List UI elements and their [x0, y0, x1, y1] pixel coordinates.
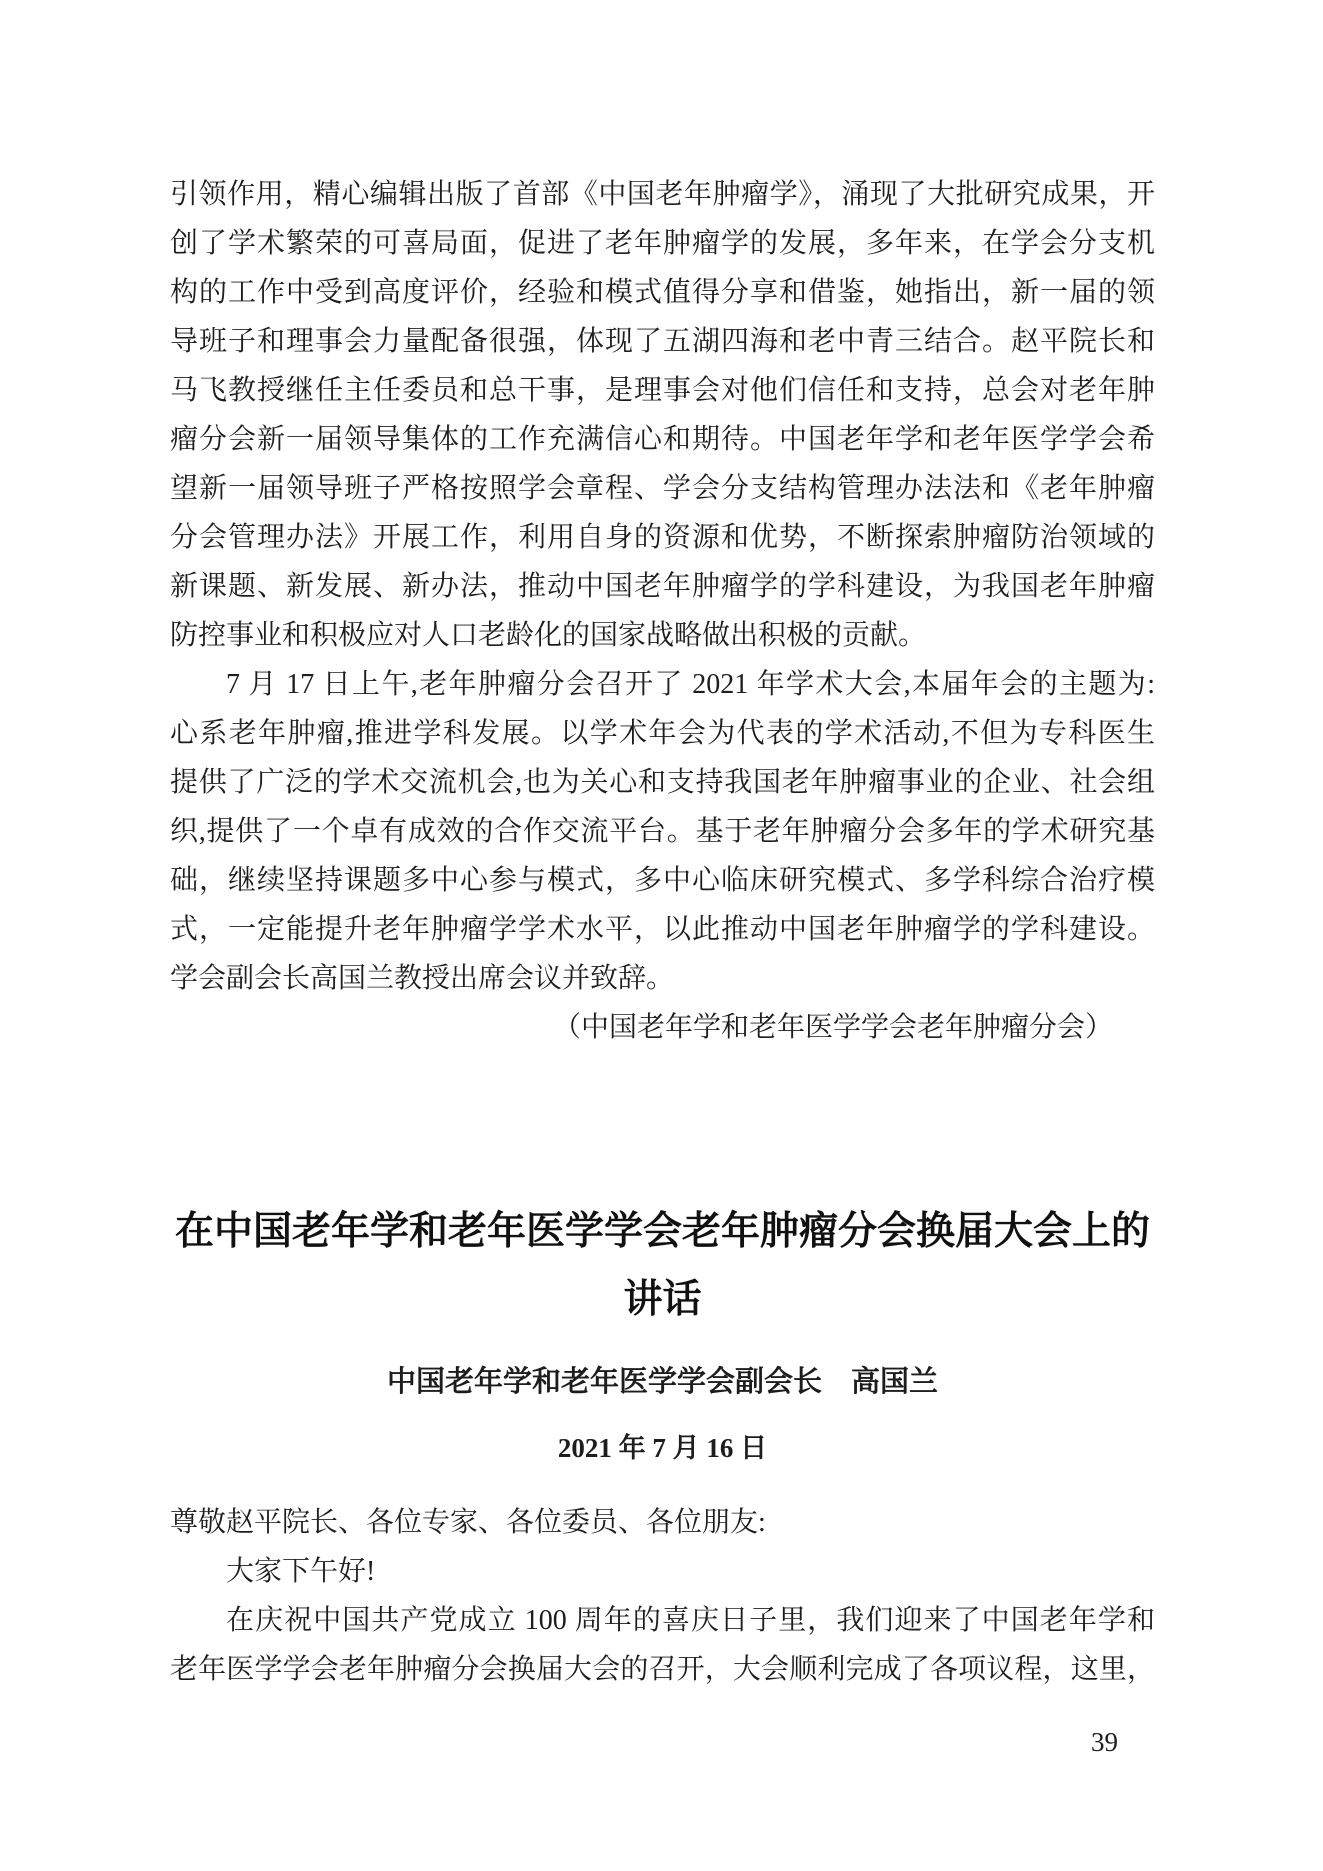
paragraph-line: 式，一定能提升老年肿瘤学学术水平，以此推动中国老年肿瘤学的学科建设。 — [170, 914, 1155, 945]
paragraph-line: 防控事业和积极应对人口老龄化的国家战略做出积极的贡献。 — [170, 620, 927, 651]
speech-section — [170, 1198, 1155, 1694]
paragraph-line: 在庆祝中国共产党成立 100 周年的喜庆日子里，我们迎来了中国老年学和 — [226, 1605, 1155, 1636]
paragraph-line: 7 月 17 日上午,老年肿瘤分会召开了 2021 年学术大会,本届年会的主题为: — [226, 669, 1155, 700]
paragraph-line: 马飞教授继任主任委员和总干事，是理事会对他们信任和支持，总会对老年肿 — [170, 375, 1155, 406]
speech-title-line2: 讲话 — [623, 1278, 702, 1321]
salutation-line: 尊敬赵平院长、各位专家、各位委员、各位朋友: — [170, 1507, 766, 1538]
continuation-paragraph — [170, 170, 1155, 660]
paragraph-line: 构的工作中受到高度评价，经验和模式值得分享和借鉴，她指出，新一届的领 — [170, 277, 1155, 308]
paragraph-line: 织,提供了一个卓有成效的合作交流平台。基于老年肿瘤分会多年的学术研究基 — [170, 816, 1155, 847]
paragraph-line: 分会管理办法》开展工作，利用自身的资源和优势，不断探索肿瘤防治领域的 — [170, 522, 1155, 553]
speech-title-line1: 在中国老年学和老年医学学会老年肿瘤分会换届大会上的 — [174, 1210, 1150, 1253]
annual-meeting-paragraph — [170, 660, 1155, 1003]
paragraph-line: 老年医学学会老年肿瘤分会换届大会的召开，大会顺利完成了各项议程，这里， — [170, 1654, 1155, 1685]
paragraph-line: 引领作用，精心编辑出版了首部《中国老年肿瘤学》，涌现了大批研究成果，开 — [170, 179, 1155, 210]
paragraph-line: 心系老年肿瘤,推进学科发展。以学术年会为代表的学术活动,不但为专科医生 — [170, 718, 1155, 749]
previous-article-body — [170, 170, 1155, 1052]
paragraph-line: 创了学术繁荣的可喜局面，促进了老年肿瘤学的发展，多年来，在学会分支机 — [170, 228, 1155, 259]
paragraph-line: 新课题、新发展、新办法，推动中国老年肿瘤学的学科建设，为我国老年肿瘤 — [170, 571, 1155, 602]
speech-date: 2021 年 7 月 16 日 — [557, 1433, 768, 1463]
paragraph-line: 导班子和理事会力量配备很强，体现了五湖四海和老中青三结合。赵平院长和 — [170, 326, 1155, 357]
paragraph-line: 础，继续坚持课题多中心参与模式，多中心临床研究模式、多学科综合治疗模 — [170, 865, 1155, 896]
greeting-line: 大家下午好! — [226, 1556, 376, 1587]
speech-author-byline: 中国老年学和老年医学学会副会长 高国兰 — [386, 1366, 938, 1398]
speech-opening-paragraph — [170, 1596, 1155, 1694]
page-number: 39 — [1091, 1727, 1118, 1757]
paragraph-line: 望新一届领导班子严格按照学会章程、学会分支结构管理办法法和《老年肿瘤 — [170, 473, 1155, 504]
paragraph-line: 瘤分会新一届领导集体的工作充满信心和期待。中国老年学和老年医学学会希 — [170, 424, 1155, 455]
attribution-line: （中国老年学和老年医学学会老年肿瘤分会） — [552, 1012, 1113, 1043]
paragraph-line: 提供了广泛的学术交流机会,也为关心和支持我国老年肿瘤事业的企业、社会组 — [170, 767, 1155, 798]
speech-title — [170, 1198, 1155, 1334]
paragraph-line: 学会副会长高国兰教授出席会议并致辞。 — [170, 963, 675, 994]
